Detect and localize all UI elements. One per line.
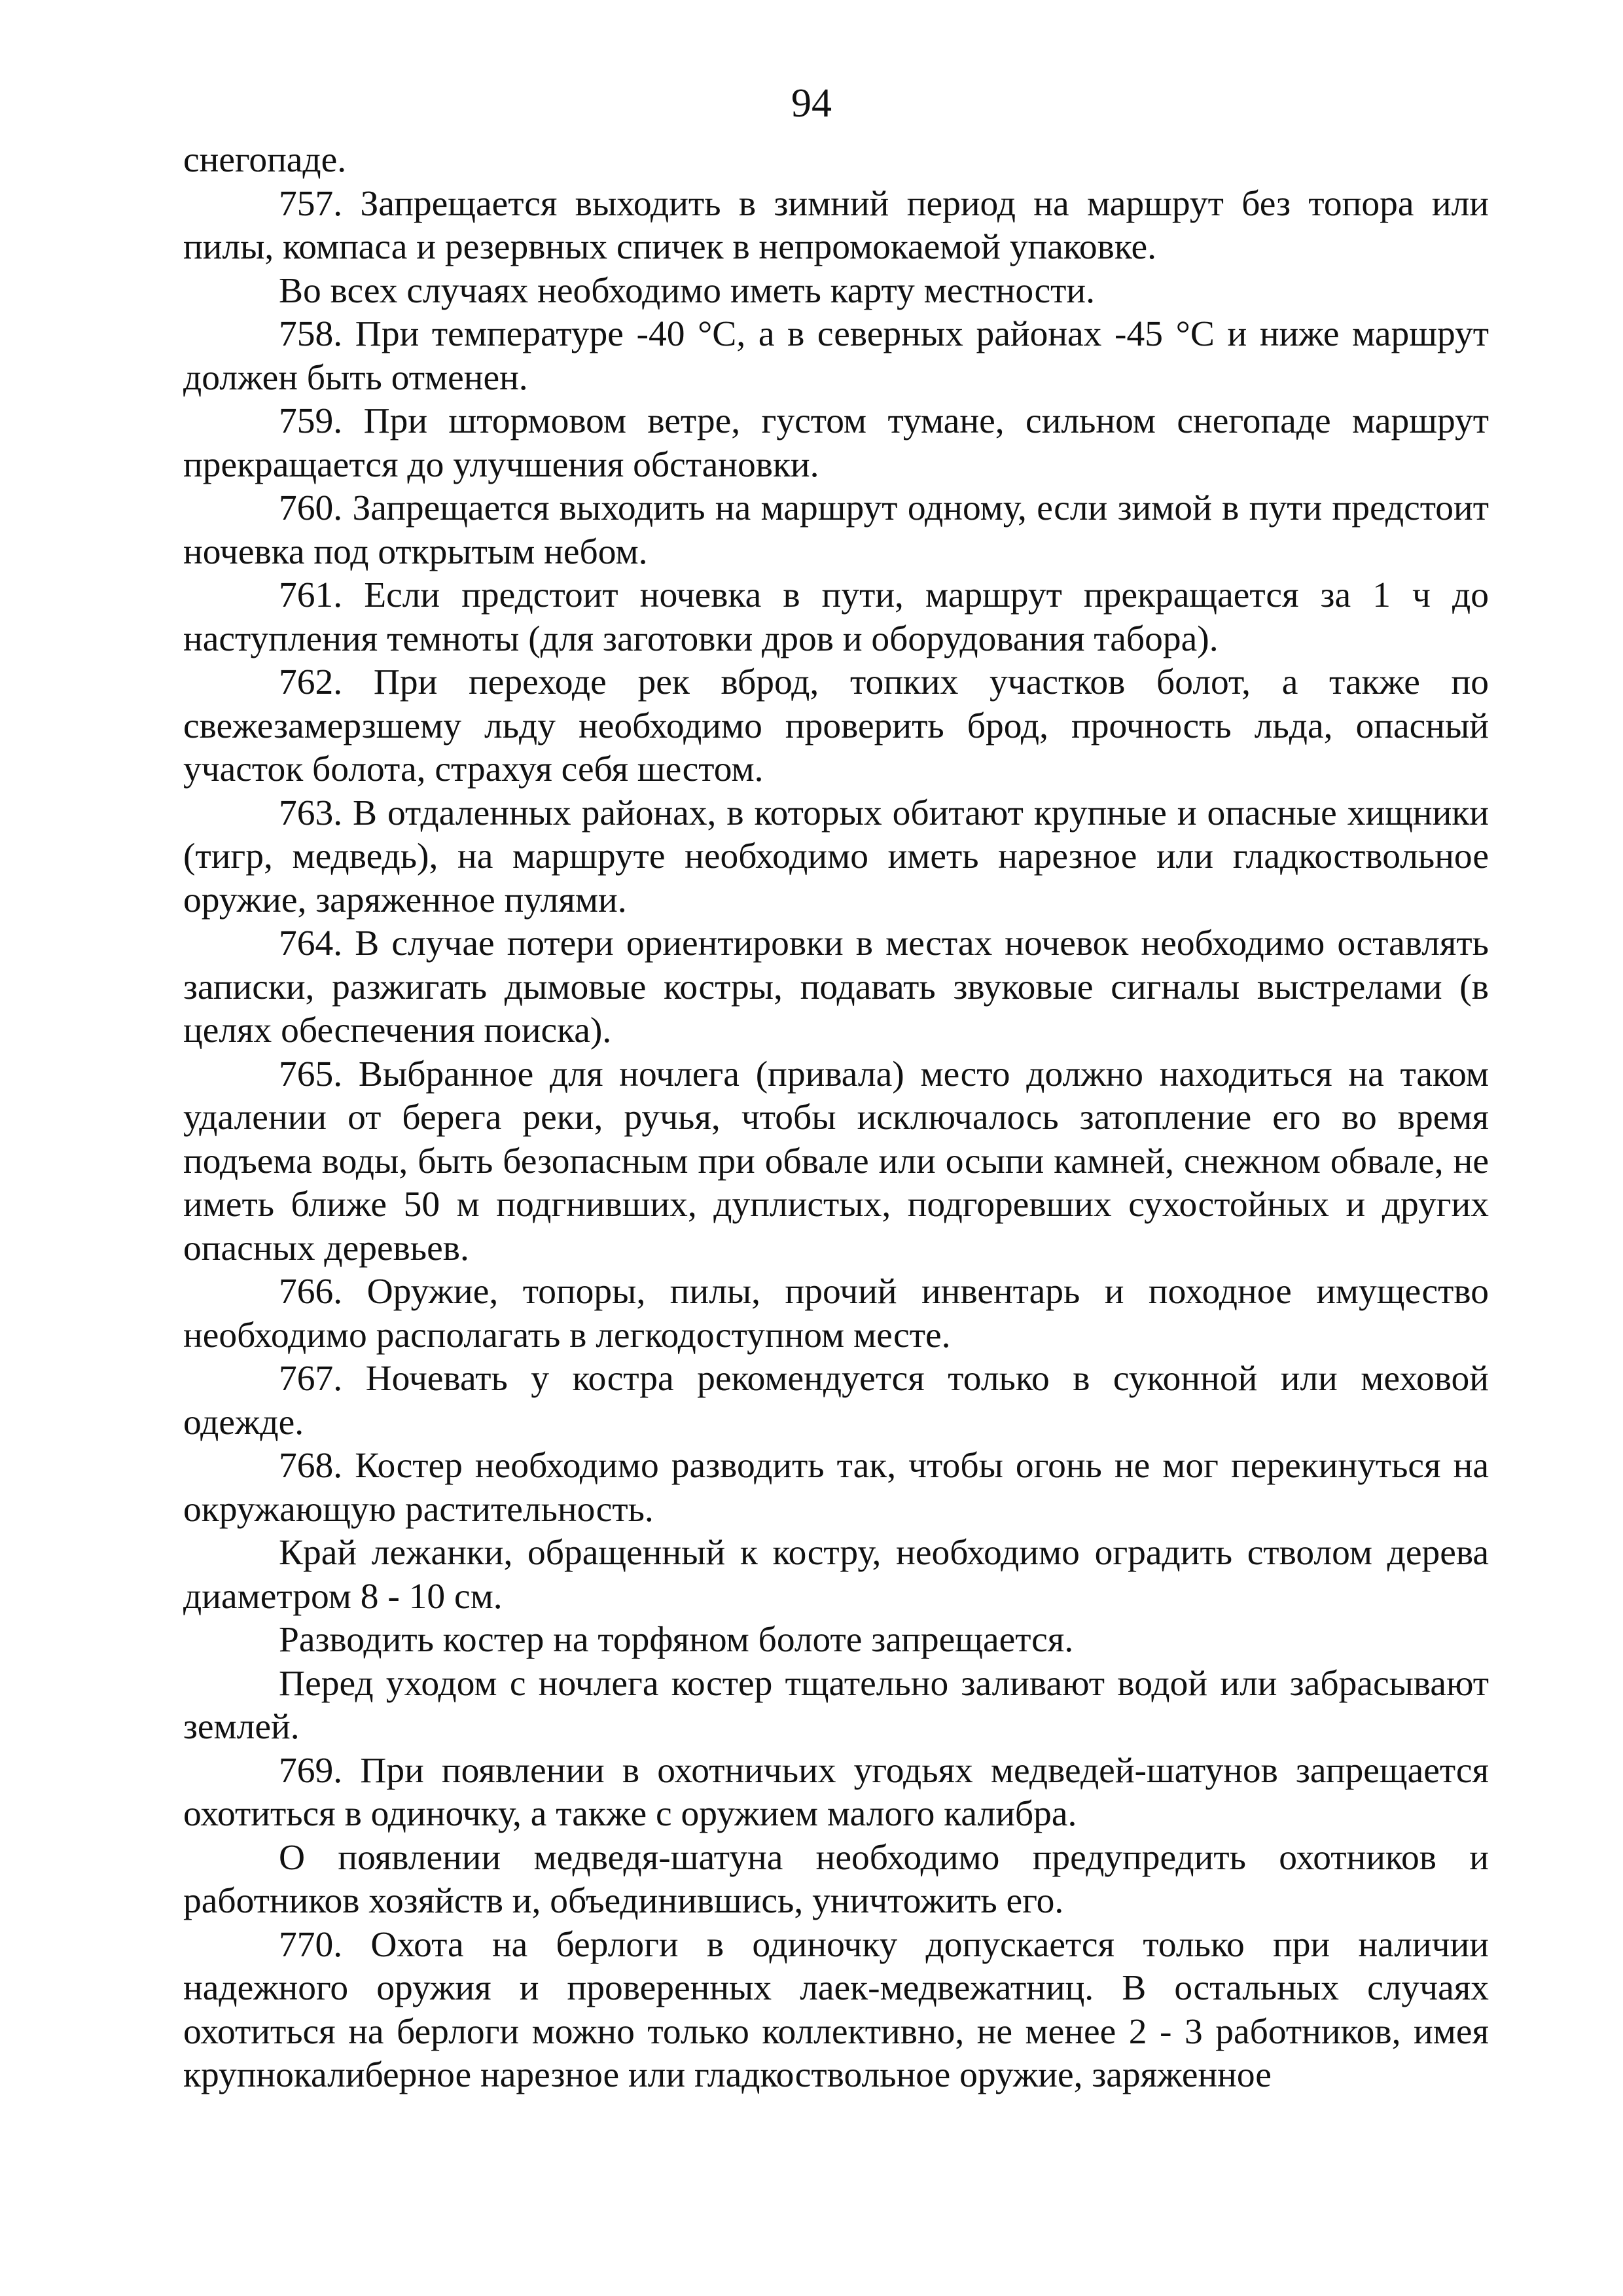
paragraph-757-map: Во всех случаях необходимо иметь карту местности. [279,270,1095,311]
paragraph-760: 760. Запрещается выходить на маршрут одному, если зимой в пути предстоит ночевка под открытым небом. [183,488,1489,572]
paragraph-767: 767. Ночевать у костра рекомендуется только в суконной или меховой одежде. [183,1359,1489,1443]
paragraph-768-bed-edge: Край лежанки, обращенный к костру, необходимо оградить стволом дерева диаметром 8 - 10 см. [183,1533,1489,1617]
paragraph-770: 770. Охота на берлоги в одиночку допускается только при наличии надежного оружия и проверенных лаек-медвежатниц. В остальных случаях охотиться на берлоги можно только коллективно, не менее 2 - 3 работников, имея крупнокалиберное нарезное или гладкоствольное оружие, заряженное [183,1924,1489,2095]
paragraph-769: 769. При появлении в охотничьих угодьях медведей-шатунов запрещается охотиться в одиночку, а также с оружием малого калибра. [183,1750,1489,1834]
paragraph-758: 758. При температуре -40 °С, а в северных районах -45 °С и ниже маршрут должен быть отменен. [183,314,1489,398]
paragraph-768-extinguish: Перед уходом с ночлега костер тщательно заливают водой или забрасывают землей. [183,1663,1489,1747]
paragraph-757: 757. Запрещается выходить в зимний период на маршрут без топора или пилы, компаса и резервных спичек в непромокаемой упаковке. [183,183,1489,267]
paragraph-765: 765. Выбранное для ночлега (привала) место должно находиться на таком удалении от берега реки, ручья, чтобы исключалось затопление его во время подъема воды, быть безопасным при обвале или осыпи камней, снежном обвале, не иметь ближе 50 м подгнивших, дуплистых, подгоревших сухостойных и других опасных деревьев. [183,1054,1489,1268]
paragraph-768-peat-bog: Разводить костер на торфяном болоте запрещается. [279,1620,1074,1660]
paragraph-761: 761. Если предстоит ночевка в пути, маршрут прекращается за 1 ч до наступления темноты (для заготовки дров и оборудования табора). [183,575,1489,659]
paragraph-762: 762. При переходе рек вброд, топких участков болот, а также по свежезамерзшему льду необходимо проверить брод, прочность льда, опасный участок болота, страхуя себя шестом. [183,662,1489,789]
paragraph-continuation: снегопаде. [183,140,347,180]
document-body [183,139,1489,2098]
page-number: 94 [791,81,832,126]
paragraph-764: 764. В случае потери ориентировки в местах ночевок необходимо оставлять записки, разжигать дымовые костры, подавать звуковые сигналы выстрелами (в целях обеспечения поиска). [183,924,1489,1050]
paragraph-763: 763. В отдаленных районах, в которых обитают крупные и опасные хищники (тигр, медведь), на маршруте необходимо иметь нарезное или гладкоствольное оружие, заряженное пулями. [183,793,1489,920]
paragraph-759: 759. При штормовом ветре, густом тумане, сильном снегопаде маршрут прекращается до улучшения обстановки. [183,401,1489,485]
paragraph-766: 766. Оружие, топоры, пилы, прочий инвентарь и походное имущество необходимо располагать в легкодоступном месте. [183,1272,1489,1355]
paragraph-769-notify: О появлении медведя-шатуна необходимо предупредить охотников и работников хозяйств и, объединившись, уничтожить его. [183,1837,1489,1921]
paragraph-768: 768. Костер необходимо разводить так, чтобы огонь не мог перекинуться на окружающую растительность. [183,1446,1489,1530]
